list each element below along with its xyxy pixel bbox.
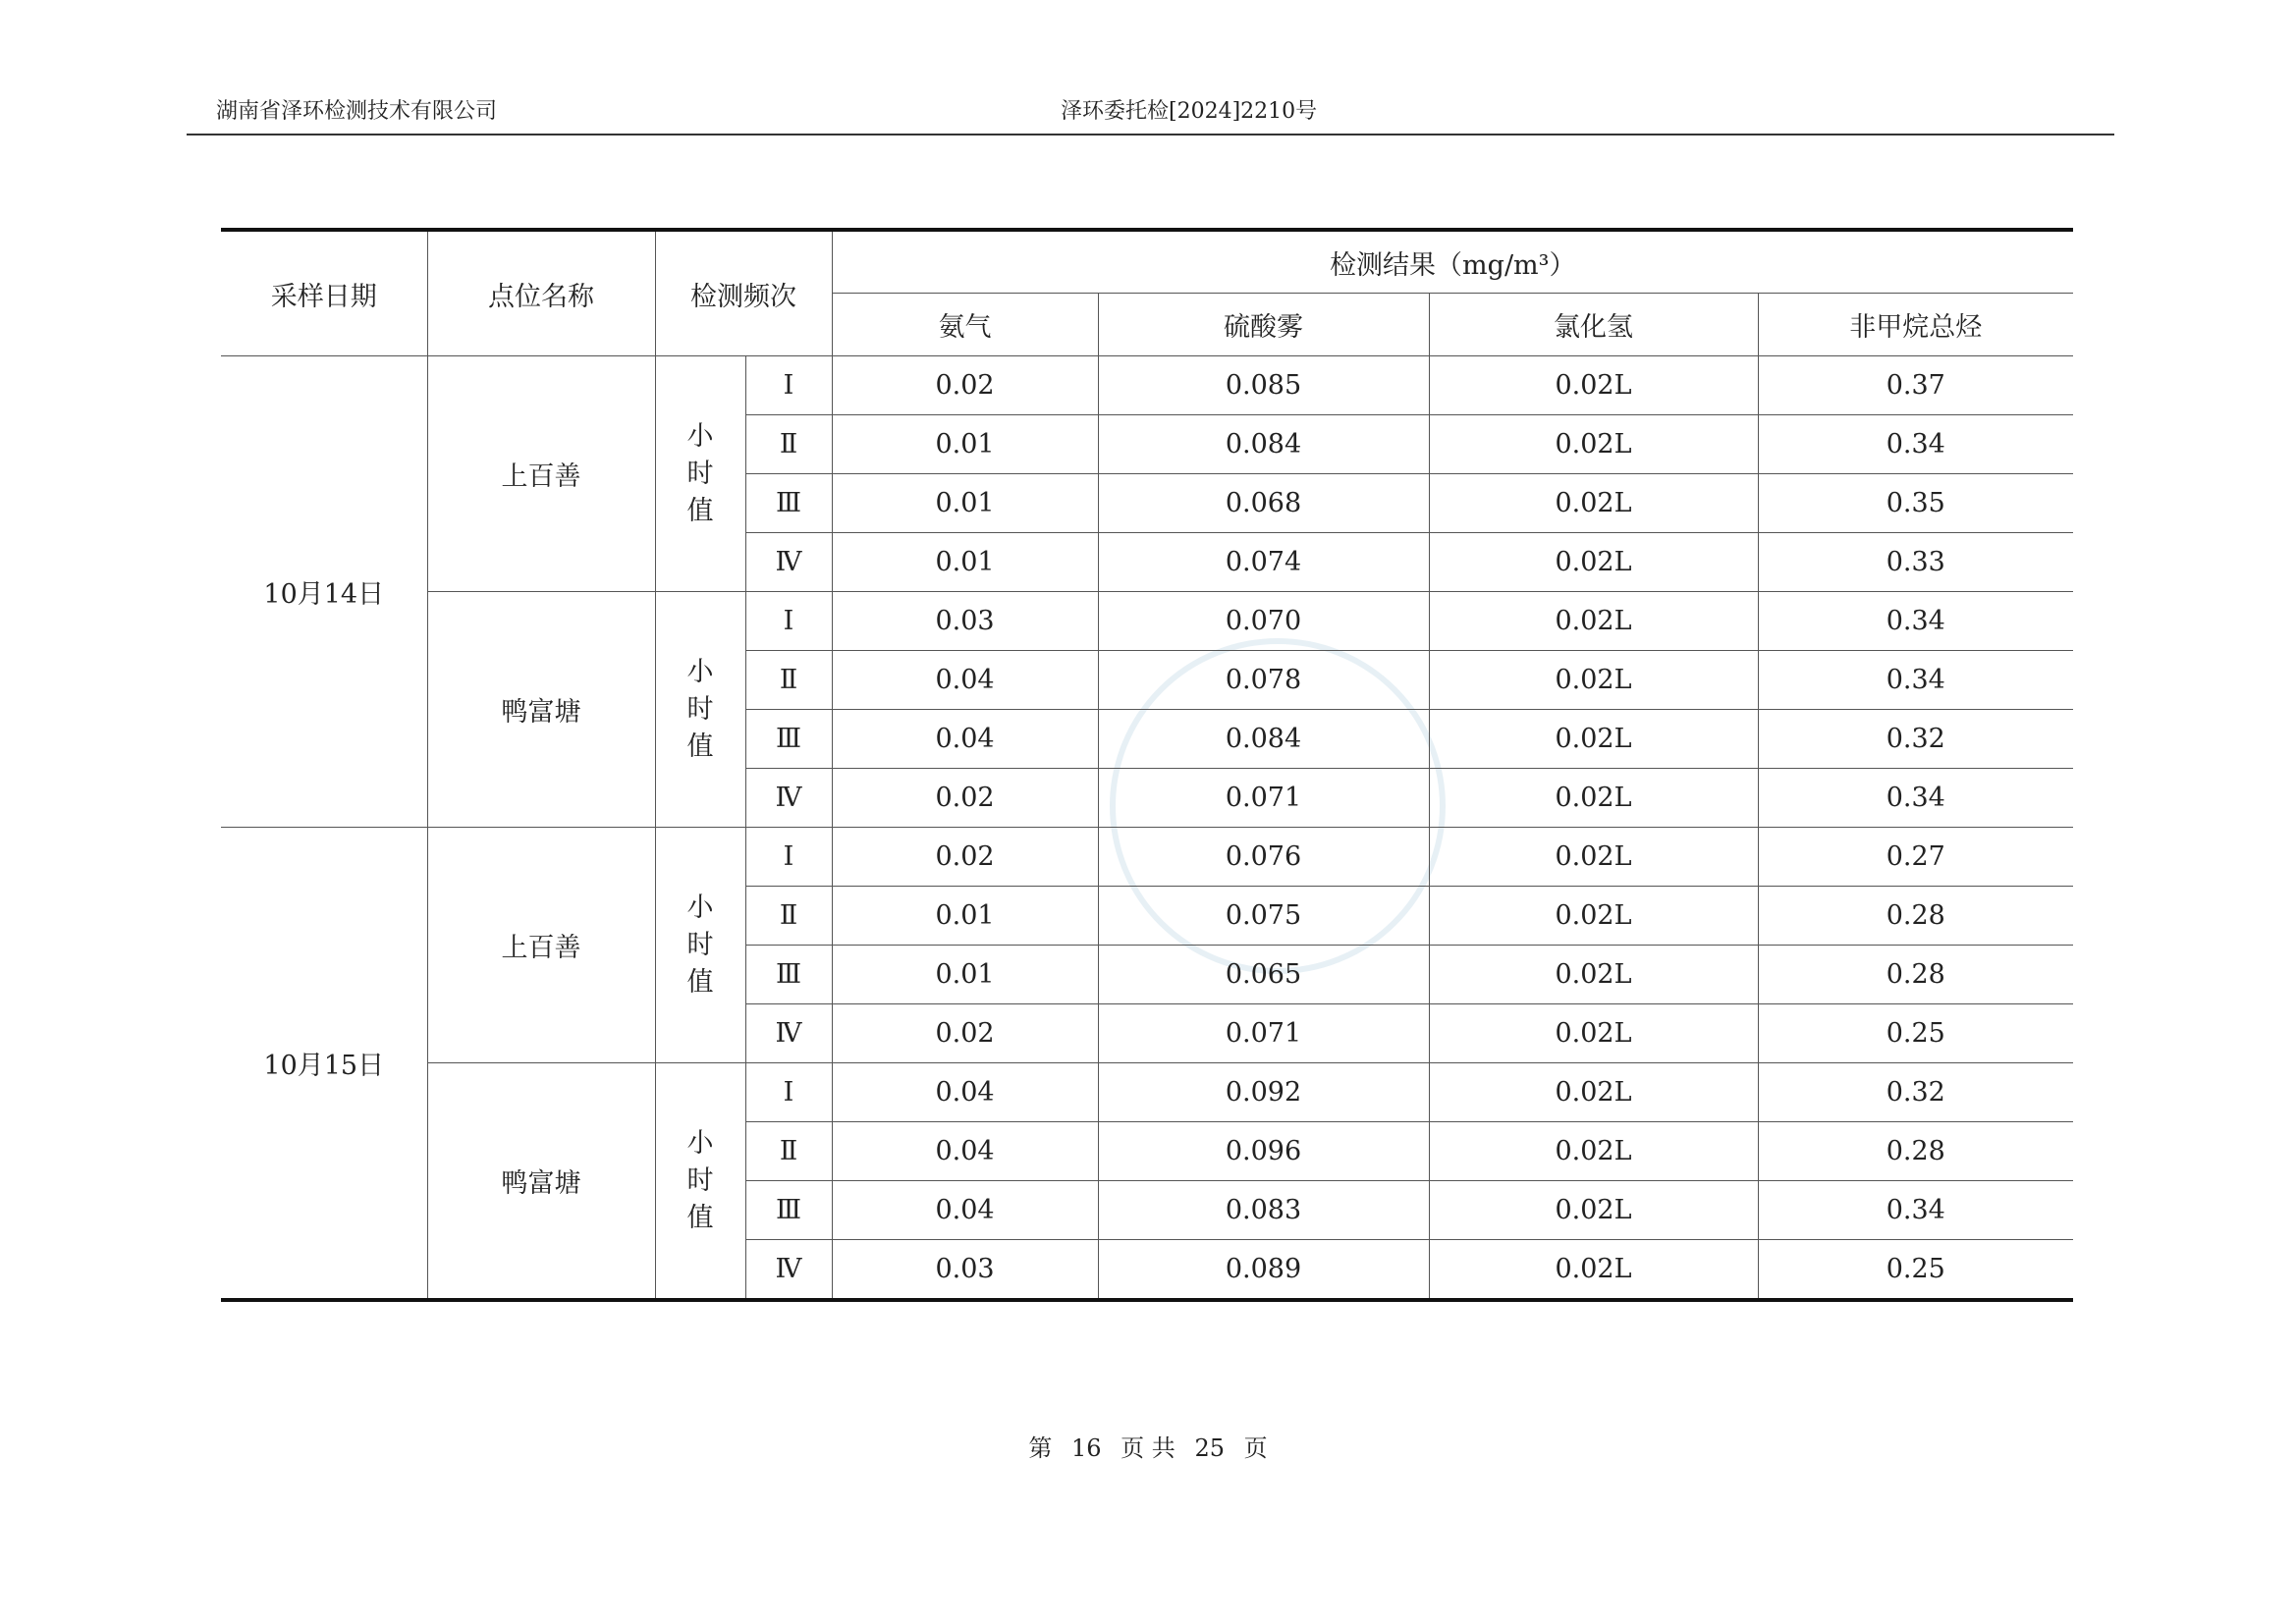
hydrogen-chloride-value: 0.02L (1429, 828, 1758, 887)
frequency-type: 小时值 (686, 656, 714, 762)
ammonia-value: 0.02 (832, 356, 1098, 415)
frequency-number: Ⅱ (745, 1122, 832, 1181)
sulfuric-acid-mist-value: 0.084 (1098, 710, 1429, 769)
ammonia-value: 0.02 (832, 769, 1098, 828)
page-number: 16 (1070, 1434, 1102, 1462)
frequency-type-cell (655, 1063, 745, 1301)
hydrogen-chloride-value: 0.02L (1429, 1181, 1758, 1240)
ammonia-value: 0.02 (832, 828, 1098, 887)
sulfuric-acid-mist-value: 0.075 (1098, 887, 1429, 946)
hydrogen-chloride-value: 0.02L (1429, 1004, 1758, 1063)
nmhc-value: 0.35 (1758, 474, 2073, 533)
ammonia-value: 0.02 (832, 1004, 1098, 1063)
site-name: 上百善 (427, 828, 655, 1063)
nmhc-value: 0.28 (1758, 946, 2073, 1004)
table-row (221, 828, 2073, 887)
hydrogen-chloride-value: 0.02L (1429, 1063, 1758, 1122)
ammonia-value: 0.03 (832, 1240, 1098, 1301)
frequency-number: Ⅲ (745, 474, 832, 533)
results-body (221, 356, 2073, 1301)
footer-middle: 页 共 (1121, 1434, 1175, 1462)
ammonia-value: 0.01 (832, 474, 1098, 533)
nmhc-value: 0.37 (1758, 356, 2073, 415)
sulfuric-acid-mist-value: 0.083 (1098, 1181, 1429, 1240)
hydrogen-chloride-value: 0.02L (1429, 1240, 1758, 1301)
nmhc-value: 0.34 (1758, 592, 2073, 651)
hydrogen-chloride-value: 0.02L (1429, 1122, 1758, 1181)
sulfuric-acid-mist-value: 0.071 (1098, 1004, 1429, 1063)
page-footer (0, 1429, 2296, 1463)
nmhc-value: 0.27 (1758, 828, 2073, 887)
frequency-number: Ⅰ (745, 828, 832, 887)
total-pages: 25 (1194, 1434, 1225, 1462)
site-name: 上百善 (427, 356, 655, 592)
table-row (221, 592, 2073, 651)
frequency-number: Ⅰ (745, 592, 832, 651)
hydrogen-chloride-value: 0.02L (1429, 592, 1758, 651)
footer-suffix: 页 (1243, 1434, 1268, 1462)
frequency-type: 小时值 (686, 420, 714, 526)
hydrogen-chloride-value: 0.02L (1429, 710, 1758, 769)
sulfuric-acid-mist-value: 0.084 (1098, 415, 1429, 474)
sulfuric-acid-mist-value: 0.089 (1098, 1240, 1429, 1301)
report-number: 泽环委托检[2024]2210号 (1061, 99, 1318, 124)
hydrogen-chloride-value: 0.02L (1429, 356, 1758, 415)
frequency-number: Ⅱ (745, 651, 832, 710)
nmhc-value: 0.28 (1758, 1122, 2073, 1181)
hydrogen-chloride-value: 0.02L (1429, 887, 1758, 946)
nmhc-value: 0.34 (1758, 1181, 2073, 1240)
sample-date: 10月15日 (221, 828, 427, 1301)
hydrogen-chloride-value: 0.02L (1429, 533, 1758, 592)
header-sulfuric-acid-mist: 硫酸雾 (1098, 294, 1429, 356)
nmhc-value: 0.34 (1758, 769, 2073, 828)
nmhc-value: 0.34 (1758, 651, 2073, 710)
hydrogen-chloride-value: 0.02L (1429, 415, 1758, 474)
sulfuric-acid-mist-value: 0.070 (1098, 592, 1429, 651)
header-date: 采样日期 (221, 230, 427, 356)
sulfuric-acid-mist-value: 0.078 (1098, 651, 1429, 710)
hydrogen-chloride-value: 0.02L (1429, 474, 1758, 533)
sulfuric-acid-mist-value: 0.068 (1098, 474, 1429, 533)
site-name: 鸭富塘 (427, 592, 655, 828)
frequency-number: Ⅰ (745, 1063, 832, 1122)
frequency-number: Ⅰ (745, 356, 832, 415)
frequency-number: Ⅳ (745, 769, 832, 828)
frequency-number: Ⅱ (745, 415, 832, 474)
header-frequency: 检测频次 (655, 230, 832, 356)
nmhc-value: 0.32 (1758, 1063, 2073, 1122)
frequency-type: 小时值 (686, 1127, 714, 1233)
header-hydrogen-chloride: 氯化氢 (1429, 294, 1758, 356)
sulfuric-acid-mist-value: 0.085 (1098, 356, 1429, 415)
ammonia-value: 0.04 (832, 651, 1098, 710)
table-row (221, 356, 2073, 415)
ammonia-value: 0.04 (832, 1122, 1098, 1181)
table-row (221, 1063, 2073, 1122)
hydrogen-chloride-value: 0.02L (1429, 651, 1758, 710)
nmhc-value: 0.34 (1758, 415, 2073, 474)
ammonia-value: 0.04 (832, 1181, 1098, 1240)
sulfuric-acid-mist-value: 0.092 (1098, 1063, 1429, 1122)
results-table (221, 228, 2073, 1302)
hydrogen-chloride-value: 0.02L (1429, 946, 1758, 1004)
ammonia-value: 0.01 (832, 533, 1098, 592)
frequency-type-cell (655, 828, 745, 1063)
sulfuric-acid-mist-value: 0.096 (1098, 1122, 1429, 1181)
frequency-number: Ⅳ (745, 533, 832, 592)
sulfuric-acid-mist-value: 0.074 (1098, 533, 1429, 592)
ammonia-value: 0.01 (832, 946, 1098, 1004)
frequency-number: Ⅲ (745, 946, 832, 1004)
header-non-methane-hydrocarbons: 非甲烷总烃 (1758, 294, 2073, 356)
ammonia-value: 0.01 (832, 415, 1098, 474)
frequency-type-cell (655, 592, 745, 828)
sulfuric-acid-mist-value: 0.071 (1098, 769, 1429, 828)
frequency-number: Ⅳ (745, 1004, 832, 1063)
ammonia-value: 0.04 (832, 1063, 1098, 1122)
nmhc-value: 0.32 (1758, 710, 2073, 769)
ammonia-value: 0.04 (832, 710, 1098, 769)
sulfuric-acid-mist-value: 0.065 (1098, 946, 1429, 1004)
nmhc-value: 0.25 (1758, 1004, 2073, 1063)
header-results-group: 检测结果（mg/m³） (832, 230, 2073, 294)
frequency-number: Ⅳ (745, 1240, 832, 1301)
ammonia-value: 0.01 (832, 887, 1098, 946)
footer-prefix: 第 (1028, 1434, 1053, 1462)
site-name: 鸭富塘 (427, 1063, 655, 1301)
nmhc-value: 0.25 (1758, 1240, 2073, 1301)
frequency-number: Ⅲ (745, 1181, 832, 1240)
frequency-type: 小时值 (686, 892, 714, 998)
header-site: 点位名称 (427, 230, 655, 356)
organization-name: 湖南省泽环检测技术有限公司 (216, 99, 498, 124)
ammonia-value: 0.03 (832, 592, 1098, 651)
frequency-type-cell (655, 356, 745, 592)
hydrogen-chloride-value: 0.02L (1429, 769, 1758, 828)
frequency-number: Ⅱ (745, 887, 832, 946)
header-ammonia: 氨气 (832, 294, 1098, 356)
sulfuric-acid-mist-value: 0.076 (1098, 828, 1429, 887)
frequency-number: Ⅲ (745, 710, 832, 769)
page-header (187, 90, 2114, 135)
sample-date: 10月14日 (221, 356, 427, 828)
nmhc-value: 0.28 (1758, 887, 2073, 946)
nmhc-value: 0.33 (1758, 533, 2073, 592)
